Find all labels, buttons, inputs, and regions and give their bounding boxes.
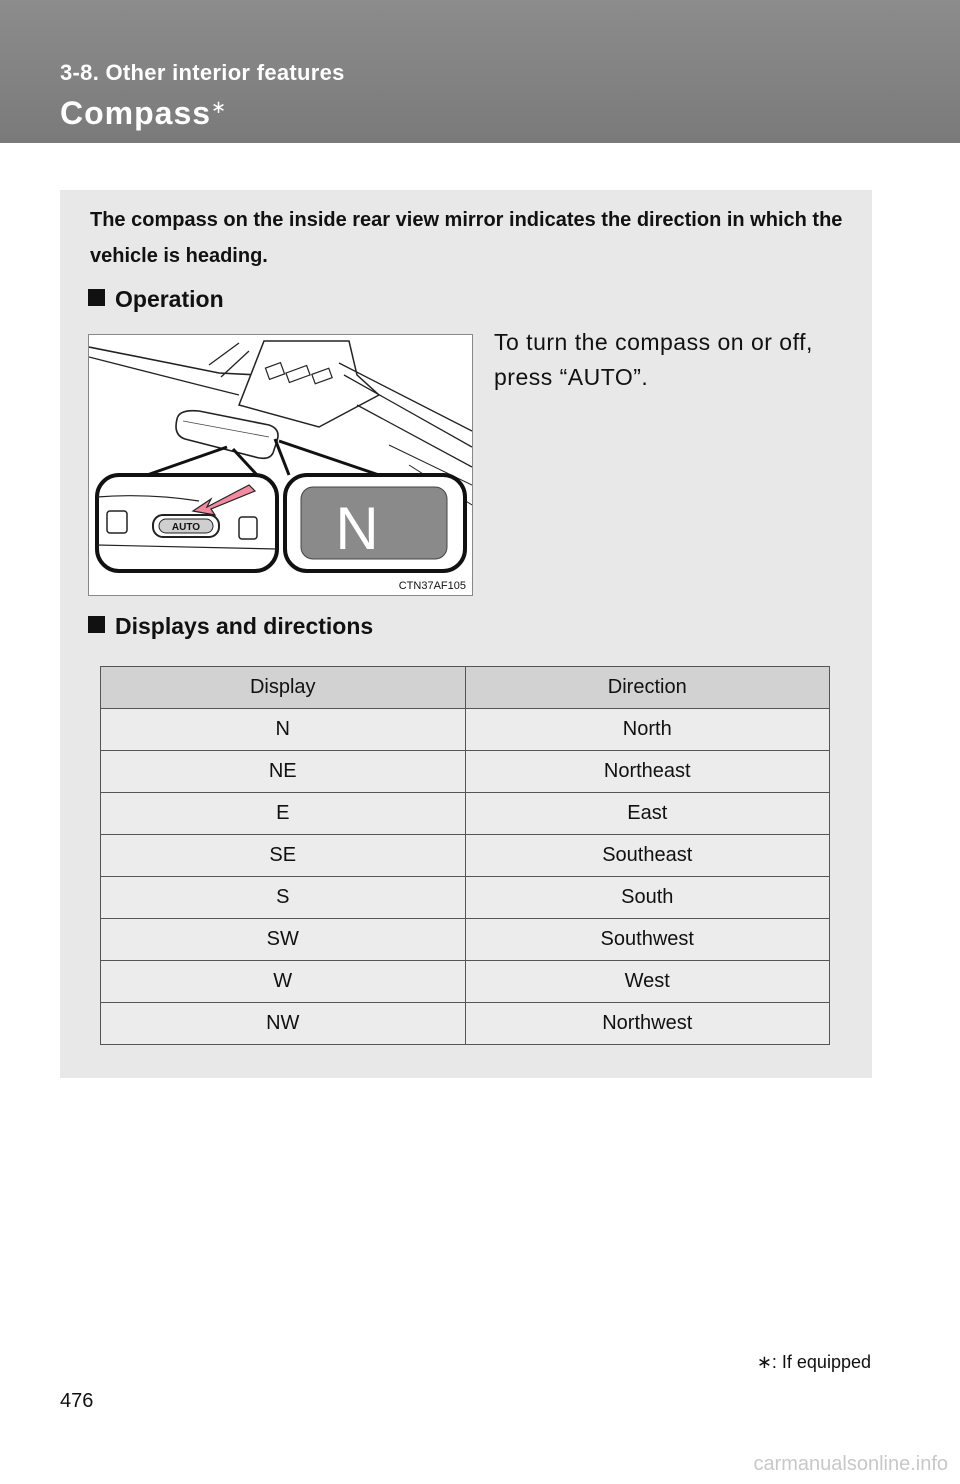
direction-cell: West (465, 961, 830, 1003)
page-header (0, 0, 960, 143)
if-equipped-mark: ∗ (211, 97, 228, 117)
direction-cell: East (465, 793, 830, 835)
column-header: Direction (465, 667, 830, 709)
display-cell: E (101, 793, 466, 835)
auto-button-label: AUTO (171, 522, 201, 533)
displays-heading (88, 613, 373, 640)
column-header: Display (101, 667, 466, 709)
operation-heading (88, 286, 224, 313)
intro-text: The compass on the inside rear view mirror indicates the direction in which the vehicle is heading. (90, 209, 843, 267)
section-label: 3-8. Other interior features (60, 60, 345, 85)
operation-heading-text: Operation (115, 286, 224, 312)
mirror-compass-diagram (89, 335, 472, 595)
page-title (60, 95, 227, 132)
direction-cell: Southwest (465, 919, 830, 961)
display-cell: S (101, 877, 466, 919)
display-cell: NW (101, 1003, 466, 1045)
display-cell: NE (101, 751, 466, 793)
direction-cell: Northeast (465, 751, 830, 793)
compass-display-letter: N (335, 495, 379, 562)
square-bullet-icon (88, 616, 105, 633)
figure-code: CTN37AF105 (398, 580, 466, 592)
directions-table (100, 666, 830, 1045)
direction-cell: Northwest (465, 1003, 830, 1045)
page-number: 476 (60, 1390, 94, 1412)
watermark: carmanualsonline.info (753, 1453, 948, 1475)
display-cell: W (101, 961, 466, 1003)
table-row (101, 1003, 830, 1045)
direction-cell: North (465, 709, 830, 751)
table-row (101, 961, 830, 1003)
mirror-illustration (88, 334, 473, 596)
table-row (101, 835, 830, 877)
display-cell: SE (101, 835, 466, 877)
operation-text: To turn the compass on or off, press “AUTO”. (494, 329, 813, 390)
title-text: Compass (60, 95, 212, 131)
table-row (101, 877, 830, 919)
footnote: ∗: If equipped (756, 1352, 871, 1372)
table-header-row (101, 667, 830, 709)
direction-cell: Southeast (465, 835, 830, 877)
table-row (101, 919, 830, 961)
display-cell: N (101, 709, 466, 751)
table-row (101, 793, 830, 835)
display-cell: SW (101, 919, 466, 961)
square-bullet-icon (88, 289, 105, 306)
displays-heading-text: Displays and directions (115, 613, 374, 639)
table-row (101, 751, 830, 793)
direction-cell: South (465, 877, 830, 919)
table-row (101, 709, 830, 751)
